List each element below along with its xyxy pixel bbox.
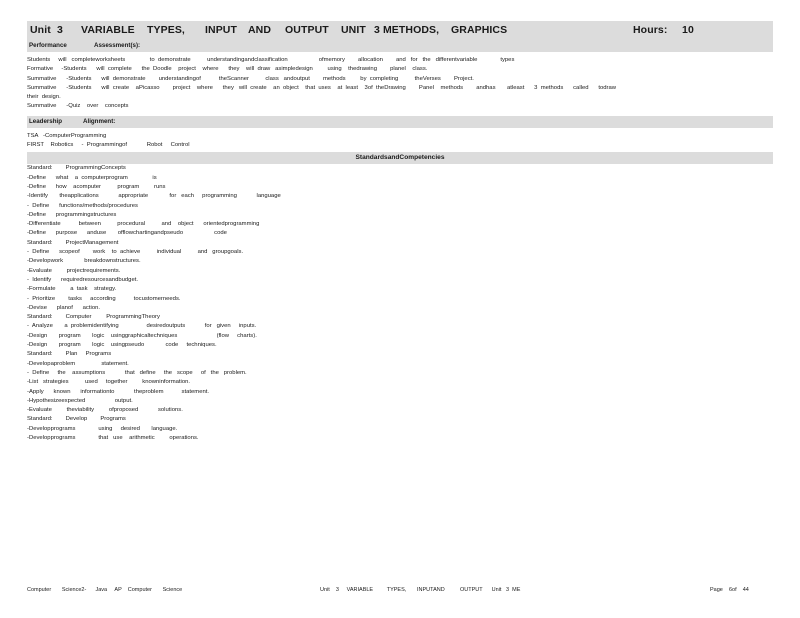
standards-line: -Define what a computerprogram is	[27, 174, 157, 181]
footer-page-number: Page 6of 44	[710, 587, 749, 593]
hours-label: Hours:	[633, 24, 668, 36]
standards-line: -Design program logic usingpseudo code techniques.	[27, 342, 217, 349]
assessment-label: Assessment(s):	[94, 42, 141, 49]
standards-line: -Devise planof action.	[27, 304, 101, 311]
standards-line: -Developprograms using desired language.	[27, 425, 178, 432]
standards-line: - Define functions/methods/procedures	[27, 202, 138, 209]
standards-line: -Developwork breakdownstructures.	[27, 258, 141, 265]
standards-line: -Differentiate between procedural and object orientedprogramming	[27, 221, 260, 228]
title-word: UNIT	[341, 24, 366, 36]
performance-line: Students will completeworksheets to demonstrate understandingandclassification ofmemory allocation and for the differentvariable types	[27, 57, 515, 63]
standards-line: -Design program logic usinggraphicaltechniques (flow charts).	[27, 332, 257, 339]
standards-line: -List strategies used together knowninformation.	[27, 379, 191, 386]
performance-line: Formative -Students will complete the Doodle project where they will draw asimpledesign using thedrawing planel class.	[27, 66, 428, 73]
standards-line: Standard: Develop Programs	[27, 416, 126, 423]
standards-line: - Analyze a problemidentifying desiredoutputs for given inputs.	[27, 323, 257, 330]
unit-number: 3	[57, 24, 63, 36]
standards-line: -Define how acomputer program runs	[27, 183, 166, 190]
performance-bar	[27, 40, 773, 52]
title-word: OUTPUT	[285, 24, 329, 36]
footer-unit: Unit 3 VARIABLE TYPES, INPUTAND OUTPUT Unit 3 ME	[320, 587, 521, 593]
performance-label: Performance	[29, 42, 67, 49]
performance-line: Summative -Students will create aPicasso project where they will create an object that uses at least 3of theDrawing Panel methods andhas atleast 3 methods called todraw	[27, 84, 617, 91]
performance-line: their design.	[27, 94, 61, 101]
leadership-bar	[27, 116, 773, 128]
title-word: 3 METHODS,	[374, 24, 440, 36]
standards-list	[27, 164, 773, 443]
unit-title-bar	[27, 21, 773, 40]
standards-line: Standard: Computer ProgrammingTheory	[27, 314, 160, 321]
unit-label: Unit	[30, 24, 51, 36]
standards-line: -Formulate a task strategy.	[27, 286, 117, 293]
standards-line: -Define purpose anduse offlowchartingandpseudo code	[27, 230, 227, 237]
standards-line: - Define scopeof work to achieve individual and groupgoals.	[27, 249, 244, 256]
standards-line: -Evaluate projectrequirements.	[27, 267, 121, 274]
standards-line: Standard: ProjectManagement	[27, 239, 119, 246]
alignment-label: Alignment:	[83, 117, 116, 125]
standards-line: Standard: ProgrammingConcepts	[27, 165, 126, 172]
title-word: AND	[248, 24, 272, 36]
document-page	[27, 21, 773, 443]
standards-line: -Define programmingstructures	[27, 211, 117, 218]
footer-course: Computer Science2- Java AP Computer Science	[27, 587, 183, 593]
performance-line: Summative -Students will demonstrate understandingof theScanner class andoutput methods by completing theVerses Project.	[27, 75, 474, 82]
standards-line: -Developprograms that use arithmetic operations.	[27, 434, 199, 441]
standards-line: -Hypothesizeexpected output.	[27, 397, 133, 404]
page-footer	[27, 587, 773, 596]
title-word: TYPES,	[147, 24, 185, 36]
standards-line: - Define the assumptions that define the scope of the problem.	[27, 369, 247, 376]
leadership-label: Leadership	[29, 117, 63, 125]
title-word: INPUT	[205, 24, 237, 36]
title-word: GRAPHICS	[451, 24, 508, 36]
standards-bar: StandardsandCompetencies	[27, 152, 773, 164]
standards-line: Standard: Plan Programs	[27, 351, 112, 358]
standards-line: -Developaproblem statement.	[27, 360, 129, 367]
hours-value: 10	[682, 24, 694, 36]
title-word: VARIABLE	[81, 24, 135, 36]
standards-line: -Apply known informationto theproblem statement.	[27, 388, 210, 395]
performance-line: Summative -Quiz over concepts	[27, 103, 129, 110]
standards-line: -Identify theapplications appropriate for each programming language	[27, 193, 281, 200]
standards-line: - Prioritize tasks according tocustomerneeds.	[27, 295, 181, 302]
leadership-line: TSA -ComputerProgramming	[27, 132, 107, 139]
leadership-line: FIRST Robotics - Programmingof Robot Control	[27, 142, 190, 149]
standards-line: - Identify requiredresourcesandbudget.	[27, 276, 139, 283]
standards-line: -Evaluate theviability ofproposed solutions.	[27, 407, 183, 414]
